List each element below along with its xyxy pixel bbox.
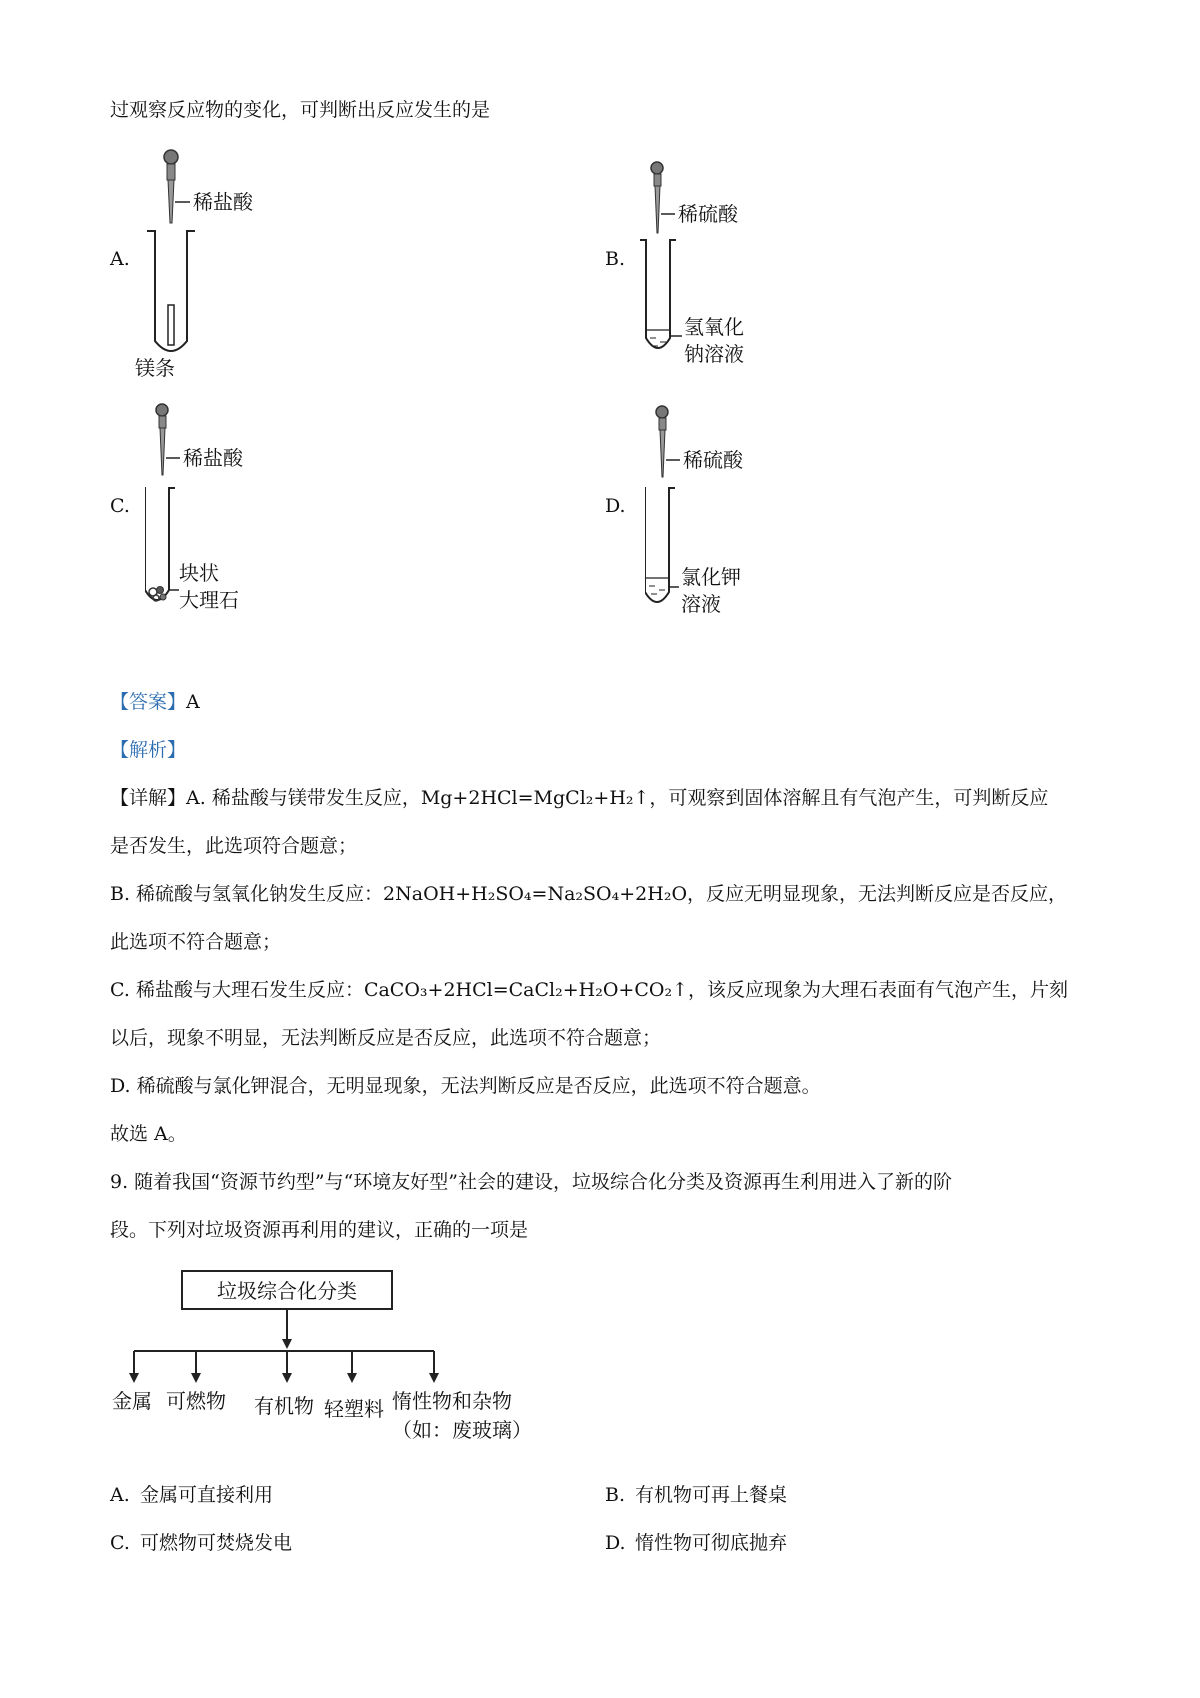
figure-d-test-tube — [645, 402, 805, 642]
figure-d-contents-line1: 氯化钾 — [681, 565, 741, 589]
option-c-text: 可燃物可焚烧发电 — [140, 1532, 293, 1554]
analysis-line — [110, 736, 186, 764]
detail-line-4: 此选项不符合题意； — [110, 931, 282, 953]
figure-a-test-tube — [135, 145, 295, 385]
figure-c-reagent: 稀盐酸 — [183, 446, 243, 470]
dropper-icon — [164, 150, 178, 223]
figure-b-label: B. — [605, 248, 626, 270]
figure-b-contents-line1: 氢氧化 — [684, 315, 744, 339]
diagram-branch-light-plastic: 轻塑料 — [324, 1397, 384, 1421]
diagram-branch-note: （如：废玻璃） — [392, 1418, 532, 1442]
diagram-branch-inert: 惰性物和杂物 — [392, 1389, 512, 1413]
dropper-icon — [651, 162, 663, 233]
figure-c-test-tube — [145, 400, 305, 640]
option-b-letter: B. — [605, 1484, 626, 1506]
answer-value: A — [186, 691, 200, 713]
classification-diagram — [110, 1265, 560, 1465]
option-d[interactable] — [605, 1528, 787, 1555]
option-d-text: 惰性物可彻底抛弃 — [635, 1532, 788, 1554]
magnesium-strip — [168, 305, 174, 345]
figure-c-label: C. — [110, 495, 130, 517]
option-b[interactable] — [605, 1480, 787, 1507]
answer-tag: 【答案】 — [110, 691, 187, 713]
option-c[interactable] — [110, 1528, 292, 1555]
answer-line — [110, 688, 200, 716]
diagram-branch-metal: 金属 — [112, 1389, 152, 1413]
dropper-icon — [156, 404, 168, 475]
option-a[interactable] — [110, 1480, 273, 1507]
option-a-text: 金属可直接利用 — [140, 1484, 274, 1506]
figure-b-reagent: 稀硫酸 — [678, 202, 738, 226]
option-a-letter: A. — [110, 1484, 130, 1506]
analysis-tag: 【解析】 — [110, 739, 187, 761]
figure-d-reagent: 稀硫酸 — [683, 448, 743, 472]
detail-line-6: 以后，现象不明显，无法判断反应是否反应，此选项不符合题意； — [110, 1027, 662, 1049]
question-8-stem: 过观察反应物的变化，可判断出反应发生的是 — [110, 99, 491, 121]
detail-line-7: D. 稀硫酸与氯化钾混合，无明显现象，无法判断反应是否反应，此选项不符合题意。 — [110, 1075, 821, 1097]
dropper-icon — [656, 406, 668, 477]
detail-line-5: C. 稀盐酸与大理石发生反应：CaCO₃+2HCl=CaCl₂+H₂O+CO₂↑，该反应现象为大理石表面有气泡产生，片刻 — [110, 979, 1068, 1001]
figure-b-test-tube — [640, 158, 800, 398]
question-9-stem-line1: 9. 随着我国“资源节约型”与“环境友好型”社会的建设，垃圾综合化分类及资源再生利用进入了新的阶 — [110, 1171, 953, 1193]
figure-a-contents: 镁条 — [135, 356, 175, 380]
diagram-branch-combustible: 可燃物 — [166, 1389, 226, 1413]
figure-a-reagent: 稀盐酸 — [193, 190, 253, 214]
figure-d-label: D. — [605, 495, 626, 517]
detail-line-1 — [110, 784, 1048, 812]
diagram-root-label: 垃圾综合化分类 — [217, 1279, 357, 1303]
diagram-branch-organic: 有机物 — [254, 1394, 314, 1418]
figure-b-contents-line2: 钠溶液 — [684, 342, 744, 366]
figure-c-contents-line2: 大理石 — [179, 588, 239, 612]
detail-line-8: 故选 A。 — [110, 1123, 187, 1145]
question-9-stem-line2: 段。下列对垃圾资源再利用的建议，正确的一项是 — [110, 1219, 529, 1241]
figure-a-label: A. — [110, 248, 130, 270]
figure-d-contents-line2: 溶液 — [681, 592, 721, 616]
option-d-letter: D. — [605, 1532, 626, 1554]
option-b-text: 有机物可再上餐桌 — [635, 1484, 788, 1506]
figure-c-contents-line1: 块状 — [179, 561, 219, 585]
detail-line-3: B. 稀硫酸与氢氧化钠发生反应：2NaOH+H₂SO₄=Na₂SO₄+2H₂O，反应无明显现象，无法判断反应是否反应， — [110, 883, 1068, 905]
option-c-letter: C. — [110, 1532, 130, 1554]
detail-line-2: 是否发生，此选项符合题意； — [110, 835, 358, 857]
detail-text-1: A. 稀盐酸与镁带发生反应，Mg+2HCl=MgCl₂+H₂↑，可观察到固体溶解且有气泡产生，可判断反应 — [186, 787, 1049, 809]
detail-tag: 【详解】 — [110, 787, 187, 809]
